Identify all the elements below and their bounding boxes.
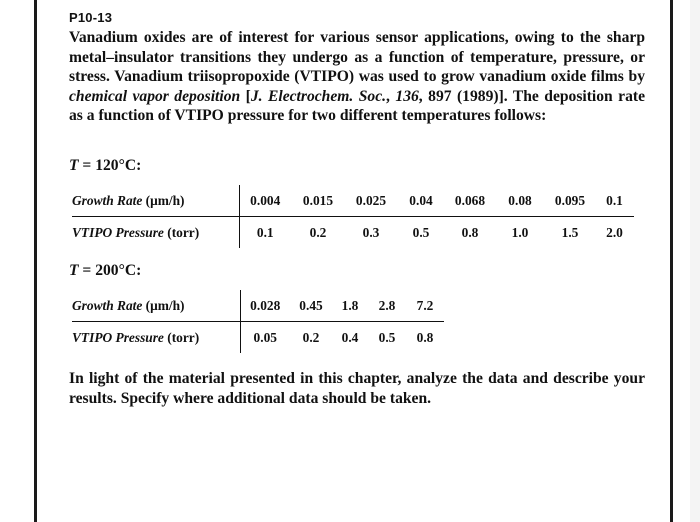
left-margin-rule <box>34 0 37 522</box>
growth-rate-cell: 0.004 <box>239 185 291 217</box>
pressure-cell: 1.0 <box>511 224 529 240</box>
analysis-instruction: In light of the material presented in this chapter, analyze the data and describe your results. Specify where additional data should be taken. <box>69 370 645 407</box>
pressure-cell: 0.5 <box>378 329 396 345</box>
growth-rate-row <box>72 185 634 217</box>
journal-volume: 136 <box>395 87 419 105</box>
page-edge <box>690 0 700 522</box>
pressure-cell: 2.0 <box>606 224 623 240</box>
condition-label-200 <box>69 262 141 280</box>
pressure-cell: 0.8 <box>416 329 434 345</box>
data-table-120c <box>72 185 634 248</box>
temperature-value: = 120°C: <box>78 157 142 174</box>
growth-rate-label: Growth Rate (μm/h) <box>72 185 239 217</box>
pressure-cell: 0.5 <box>412 224 430 240</box>
data-table-200c <box>72 290 444 353</box>
pressure-cell: 0.05 <box>253 329 277 345</box>
pressure-cell: 0.3 <box>362 224 380 240</box>
growth-rate-cell: 2.8 <box>368 290 406 322</box>
problem-statement <box>69 28 645 126</box>
statement-text-1: Vanadium oxides are of interest for various sensor applications, owing to the sharp metal–insulator transitions they undergo as a function of temperature, pressure, or stress. Vanadium triisopropoxide (VTIPO) was used to grow vanadium oxide films by <box>69 29 645 86</box>
statement-text-4: , 897 (1989)]. The deposition rate as a function of VTIPO pressure for two different temperatures follows: <box>69 87 646 125</box>
pressure-cell: 0.2 <box>302 329 320 345</box>
problem-number: P10-13 <box>69 10 113 25</box>
growth-rate-cell: 0.028 <box>240 290 290 322</box>
temperature-symbol: T <box>69 262 79 279</box>
right-margin-rule <box>670 0 673 522</box>
growth-rate-cell: 0.08 <box>495 185 545 217</box>
condition-label-120 <box>69 157 141 175</box>
pressure-cell: 0.2 <box>309 224 327 240</box>
growth-rate-cell: 0.068 <box>445 185 495 217</box>
temperature-value: = 200°C: <box>78 262 142 279</box>
journal-name: J. Electrochem. Soc. <box>250 87 387 105</box>
temperature-symbol: T <box>69 157 79 174</box>
pressure-cell: 0.4 <box>341 329 359 345</box>
growth-rate-cell: 0.1 <box>595 185 634 217</box>
statement-text-3: , <box>386 87 396 105</box>
growth-rate-cell: 0.025 <box>345 185 397 217</box>
growth-rate-cell: 0.015 <box>291 185 345 217</box>
pressure-cell: 1.5 <box>561 224 579 240</box>
growth-rate-cell: 0.095 <box>545 185 595 217</box>
statement-text-2: [ <box>240 87 251 105</box>
growth-rate-row <box>72 290 444 322</box>
pressure-label: VTIPO Pressure (torr) <box>72 217 239 249</box>
statement-cvd-term: chemical vapor deposition <box>69 87 241 105</box>
pressure-label: VTIPO Pressure (torr) <box>72 322 240 354</box>
growth-rate-cell: 0.45 <box>290 290 332 322</box>
pressure-row <box>72 322 444 354</box>
growth-rate-cell: 0.04 <box>397 185 445 217</box>
growth-rate-cell: 1.8 <box>332 290 368 322</box>
growth-rate-label: Growth Rate (μm/h) <box>72 290 240 322</box>
growth-rate-cell: 7.2 <box>406 290 444 322</box>
pressure-row <box>72 217 634 249</box>
pressure-cell: 0.1 <box>256 224 274 240</box>
pressure-cell: 0.8 <box>461 224 479 240</box>
